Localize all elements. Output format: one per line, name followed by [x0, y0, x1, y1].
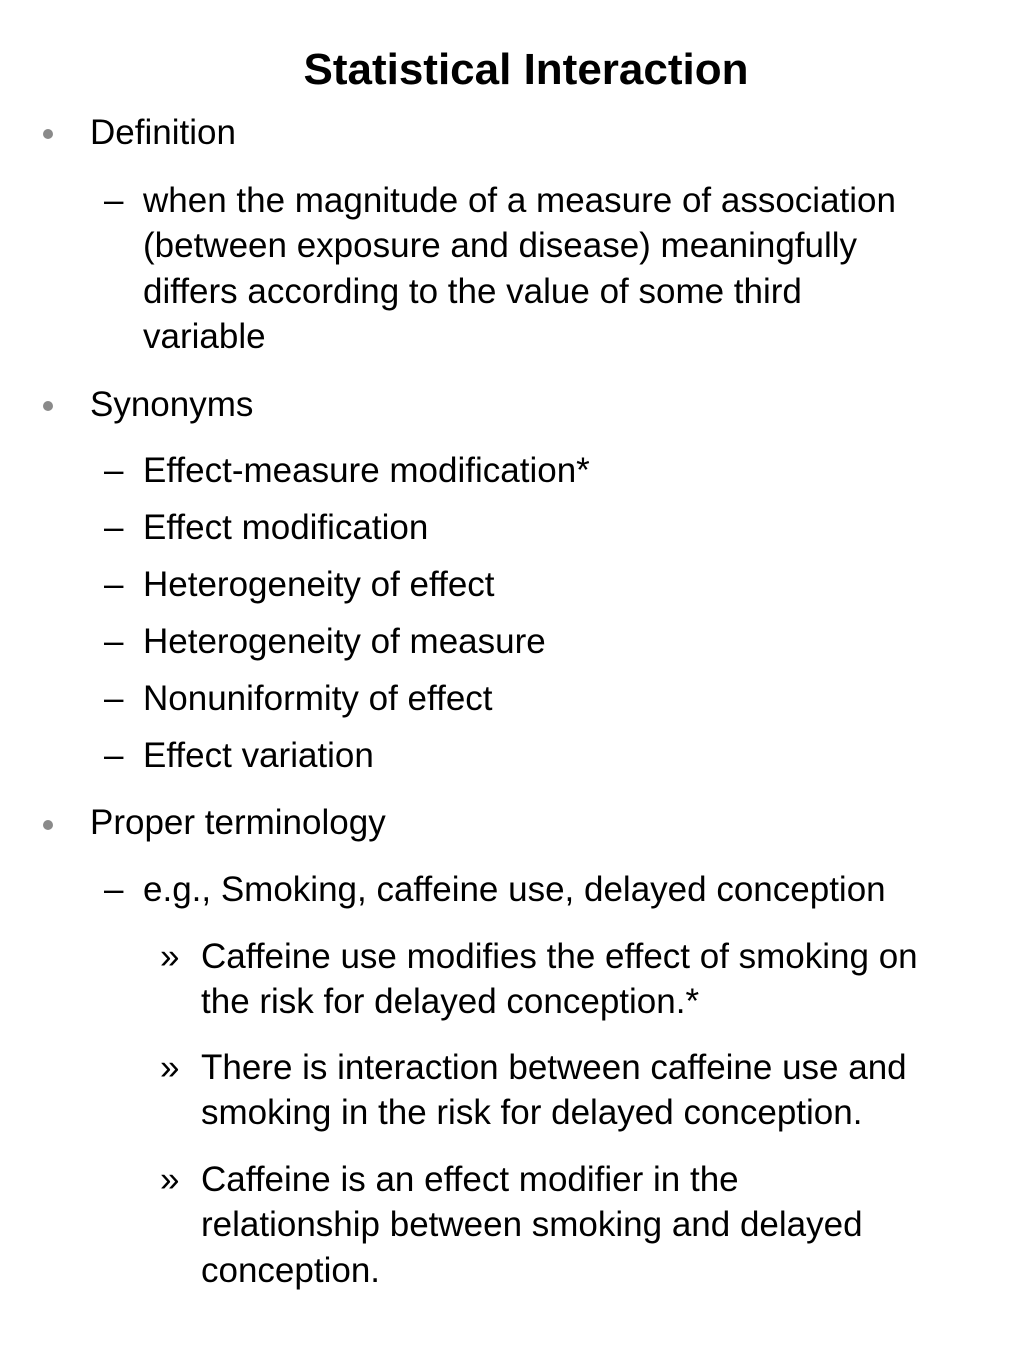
dash-marker: –	[104, 622, 124, 661]
section-heading-terminology: Proper terminology	[90, 803, 386, 842]
synonym-item: Effect-measure modification*	[143, 451, 590, 490]
example-statement-line: conception.	[201, 1251, 381, 1290]
chevron-marker: »	[160, 937, 180, 976]
synonym-item: Effect variation	[143, 736, 374, 775]
definition-line: differs according to the value of some third	[143, 272, 802, 311]
example-statement-line: smoking in the risk for delayed conception.	[201, 1093, 863, 1132]
example-line: e.g., Smoking, caffeine use, delayed conception	[143, 870, 886, 909]
example-statement-line: There is interaction between caffeine use and	[201, 1048, 907, 1087]
definition-line: (between exposure and disease) meaningfully	[143, 226, 858, 265]
bullet-dot-icon	[43, 129, 53, 139]
section-heading-definition: Definition	[90, 113, 236, 152]
bullet-dot-icon	[43, 401, 53, 411]
definition-line: variable	[143, 317, 266, 356]
example-statement-line: the risk for delayed conception.*	[201, 982, 700, 1021]
example-statement-line: relationship between smoking and delayed	[201, 1205, 863, 1244]
synonym-item: Heterogeneity of measure	[143, 622, 546, 661]
chevron-marker: »	[160, 1160, 180, 1199]
section-heading-synonyms: Synonyms	[90, 385, 254, 424]
dash-marker: –	[104, 679, 124, 718]
synonym-item: Nonuniformity of effect	[143, 679, 493, 718]
example-statement-line: Caffeine is an effect modifier in the	[201, 1160, 739, 1199]
dash-marker: –	[104, 565, 124, 604]
dash-marker: –	[104, 451, 124, 490]
bullet-dot-icon	[43, 820, 53, 830]
dash-marker: –	[104, 508, 124, 547]
dash-marker: –	[104, 181, 124, 220]
synonym-item: Heterogeneity of effect	[143, 565, 495, 604]
definition-line: when the magnitude of a measure of association	[143, 181, 896, 220]
dash-marker: –	[104, 736, 124, 775]
slide-title: Statistical Interaction	[303, 45, 749, 94]
dash-marker: –	[104, 870, 124, 909]
chevron-marker: »	[160, 1048, 180, 1087]
example-statement-line: Caffeine use modifies the effect of smoking on	[201, 937, 918, 976]
synonym-item: Effect modification	[143, 508, 429, 547]
